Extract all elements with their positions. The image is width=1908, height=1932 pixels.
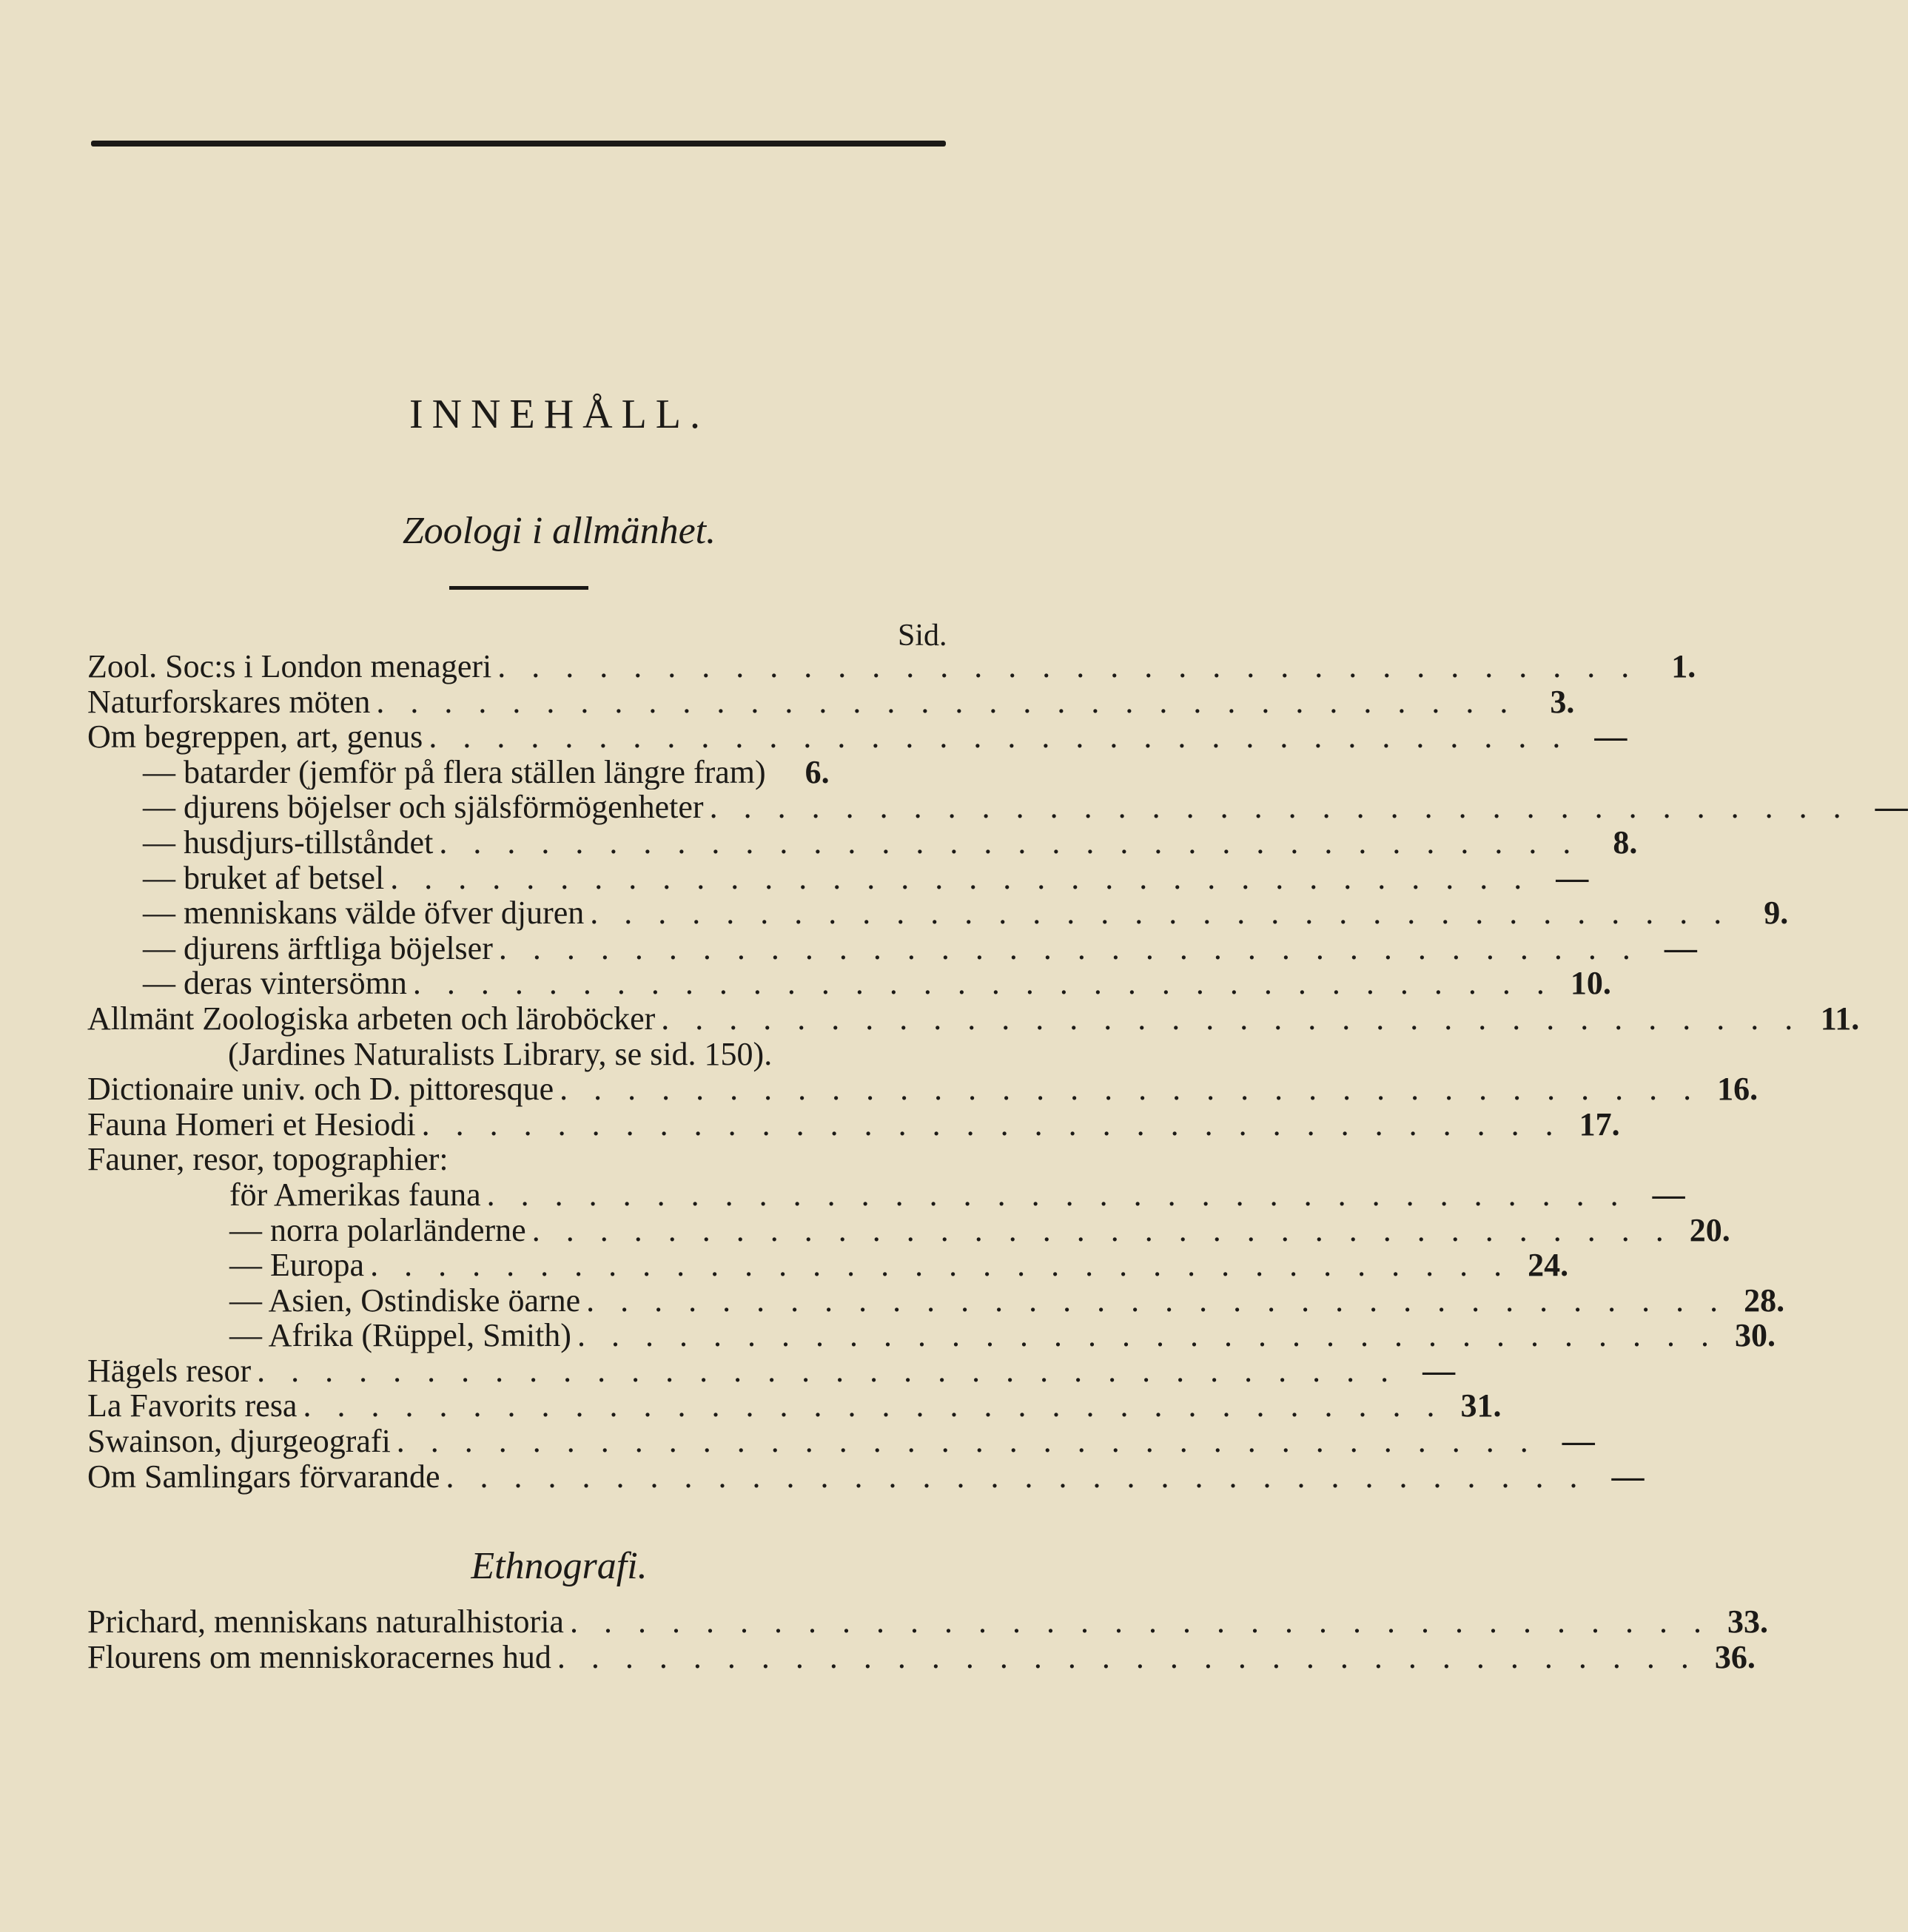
page-title: INNEHÅLL. [409,391,710,437]
toc-entry [87,755,955,790]
toc-entry [87,789,1908,826]
toc-page-number: 24. [1528,1247,1569,1284]
toc-entry [87,895,1789,932]
toc-entry-text: La Favorits resa [87,1388,303,1424]
toc-entry [87,824,1638,861]
dot-leader: . . . . . . . . . . . . . . . . . . . . . . . . . . . . . . . . . . [557,1638,1698,1675]
dot-leader: . . . . . . . . . . . . . . . . . . . . . . . . . . . . . . . . . . [370,1247,1511,1284]
toc-entry-text: Fauner, resor, topographier: [87,1142,454,1177]
toc-entry [87,648,1696,684]
toc-entry-text: Allmänt Zoologiska arbeten och läroböcker [87,1001,661,1037]
toc-entry [87,1211,1730,1248]
toc-entry-text: Om Samlingars förvarande [87,1459,446,1495]
toc-entry-text: — deras vintersömn [87,966,413,1001]
toc-entry-text: — norra polarländerne [87,1213,532,1248]
toc-entry [87,1352,1456,1389]
dot-leader: . . . . . . . . . . . . . . . . . . . . . . . . . . . . . . . . . . [429,718,1570,755]
dot-leader: . . . . . . . . . . . . . . . . . . . . . . . . . . . . . . . . . . [531,1211,1673,1248]
toc-entry-text: — husdjurs-tillståndet [87,825,439,861]
toc-entry [87,1142,955,1177]
toc-page-number: 33. [1727,1603,1768,1640]
toc-page-number: 17. [1579,1105,1620,1142]
toc-entry [87,1317,1776,1354]
toc-page-number: — [1594,718,1627,755]
toc-entry [87,1638,1756,1675]
toc-entry-text: Naturforskares möten [87,684,376,720]
toc-entry [87,1282,1785,1319]
toc-entry [87,1037,955,1072]
toc-entry-text: — djurens böjelser och själsförmögenheter [87,790,710,825]
toc-entry-text: — menniskans välde öfver djuren [87,895,590,931]
toc-entry [87,1603,1768,1640]
dot-leader: . . . . . . . . . . . . . . . . . . . . . . . . . . . . . . . . . . [569,1603,1710,1640]
toc-page-number: — [1562,1423,1595,1460]
toc-entry [87,718,1627,755]
toc-page-number: 20. [1689,1211,1730,1248]
toc-entry-text: Hägels resor [87,1353,257,1389]
dot-leader: . . . . . . . . . . . . . . . . . . . . . . . . . . . . . . . . . . [709,789,1850,826]
toc-ethnography [87,1603,1768,1675]
dot-leader: . . . . . . . . . . . . . . . . . . . . . . . . . . . . . . . . . . [376,683,1517,720]
toc-entry-text: Fauna Homeri et Hesiodi [87,1107,422,1142]
toc-page-number: — [1556,859,1589,896]
toc-entry [87,1247,1569,1284]
section-heading-zoology: Zoologi i allmänhet. [402,510,716,552]
dot-leader: . . . . . . . . . . . . . . . . . . . . . . . . . . . . . . . . . . [590,895,1731,932]
toc-page-number: 8. [1613,824,1638,861]
dot-leader: . . . . . . . . . . . . . . . . . . . . . . . . . . . . . . . . . . [586,1282,1727,1319]
toc-entry [87,859,1589,896]
toc-page-number: — [1652,1176,1685,1213]
dot-leader: . . . . . . . . . . . . . . . . . . . . . . . . . . . . . . . . . . [498,929,1639,966]
toc-entry-text: — batarder (jemför på flera ställen längre fram) [87,755,772,790]
toc-entry-text: (Jardines Naturalists Library, se sid. 150). [87,1037,778,1072]
toc-entry-text: Dictionaire univ. och D. pittoresque [87,1071,560,1107]
toc-page-number: 30. [1734,1317,1776,1354]
toc-page-number [778,1037,836,1072]
toc-entry-text: Flourens om menniskoracernes hud [87,1640,557,1675]
dot-leader: . . . . . . . . . . . . . . . . . . . . . . . . . . . . . . . . . . [412,965,1553,1002]
toc-entry [87,929,1697,966]
toc-entry [87,683,1575,720]
toc-entry [87,1071,1758,1108]
toc-zoology [87,648,1908,1495]
toc-page-number: — [1664,929,1697,966]
toc-page-number [454,1142,512,1177]
toc-entry-text: Om begreppen, art, genus [87,719,429,755]
toc-entry [87,1423,1595,1460]
toc-page-number: 36. [1714,1638,1756,1675]
dot-leader: . . . . . . . . . . . . . . . . . . . . . . . . . . . . . . . . . . [421,1105,1562,1142]
toc-entry-text: — Asien, Ostindiske öarne [87,1283,586,1319]
dot-leader: . . . . . . . . . . . . . . . . . . . . . . . . . . . . . . . . . . [560,1071,1701,1108]
toc-page-number: 9. [1764,895,1789,932]
toc-entry [87,1176,1685,1213]
toc-page-number: 10. [1570,965,1611,1002]
dot-leader: . . . . . . . . . . . . . . . . . . . . . . . . . . . . . . . . . . [303,1387,1444,1424]
dot-leader: . . . . . . . . . . . . . . . . . . . . . . . . . . . . . . . . . . [396,1423,1537,1460]
toc-entry-text: för Amerikas fauna [87,1177,487,1213]
toc-entry [87,965,1611,1002]
dot-leader: . . . . . . . . . . . . . . . . . . . . . . . . . . . . . . . . . . [390,859,1531,896]
section-heading-ethnography: Ethnografi. [471,1545,648,1587]
toc-entry [87,1458,1645,1495]
toc-entry-text: — Europa [87,1248,370,1283]
toc-page-number: 1. [1671,648,1696,684]
toc-page-number: 31. [1460,1387,1502,1424]
dot-leader: . . . . . . . . . . . . . . . . . . . . . . . . . . . . . . . . . . [577,1317,1718,1354]
dot-leader: . . . . . . . . . . . . . . . . . . . . . . . . . . . . . . . . . . [446,1458,1587,1495]
toc-page-number: 3. [1550,683,1575,720]
toc-page-number: 16. [1717,1071,1758,1108]
dot-leader: . . . . . . . . . . . . . . . . . . . . . . . . . . . . . . . . . . [497,648,1639,684]
toc-page-number: — [1422,1352,1456,1389]
dot-leader: . . . . . . . . . . . . . . . . . . . . . . . . . . . . . . . . . . [486,1176,1627,1213]
toc-entry [87,1387,1502,1424]
toc-page-number: — [1611,1458,1645,1495]
page-column-label: Sid. [898,619,947,653]
toc-entry-text: — Afrika (Rüppel, Smith) [87,1318,577,1353]
toc-page-number: — [1875,789,1908,826]
toc-page-number: 28. [1744,1282,1785,1319]
dot-leader: . . . . . . . . . . . . . . . . . . . . . . . . . . . . . . . . . . [439,824,1580,861]
toc-entry-text: — bruket af betsel [87,861,390,896]
toc-entry [87,1105,1620,1142]
toc-entry-text: Swainson, djurgeografi [87,1424,397,1459]
toc-page-number: 11. [1820,1000,1860,1037]
top-rule [91,141,946,147]
toc-entry-text: Prichard, menniskans naturalhistoria [87,1604,570,1640]
dot-leader: . . . . . . . . . . . . . . . . . . . . . . . . . . . . . . . . . . [661,1000,1802,1037]
toc-entry-text: Zool. Soc:s i London menageri [87,649,497,684]
toc-entry-text: — djurens ärftliga böjelser [87,931,499,966]
dot-leader: . . . . . . . . . . . . . . . . . . . . . . . . . . . . . . . . . . [257,1352,1398,1389]
section-divider [449,586,588,590]
toc-entry [87,1000,1860,1037]
toc-page-number: 6. [804,753,830,790]
